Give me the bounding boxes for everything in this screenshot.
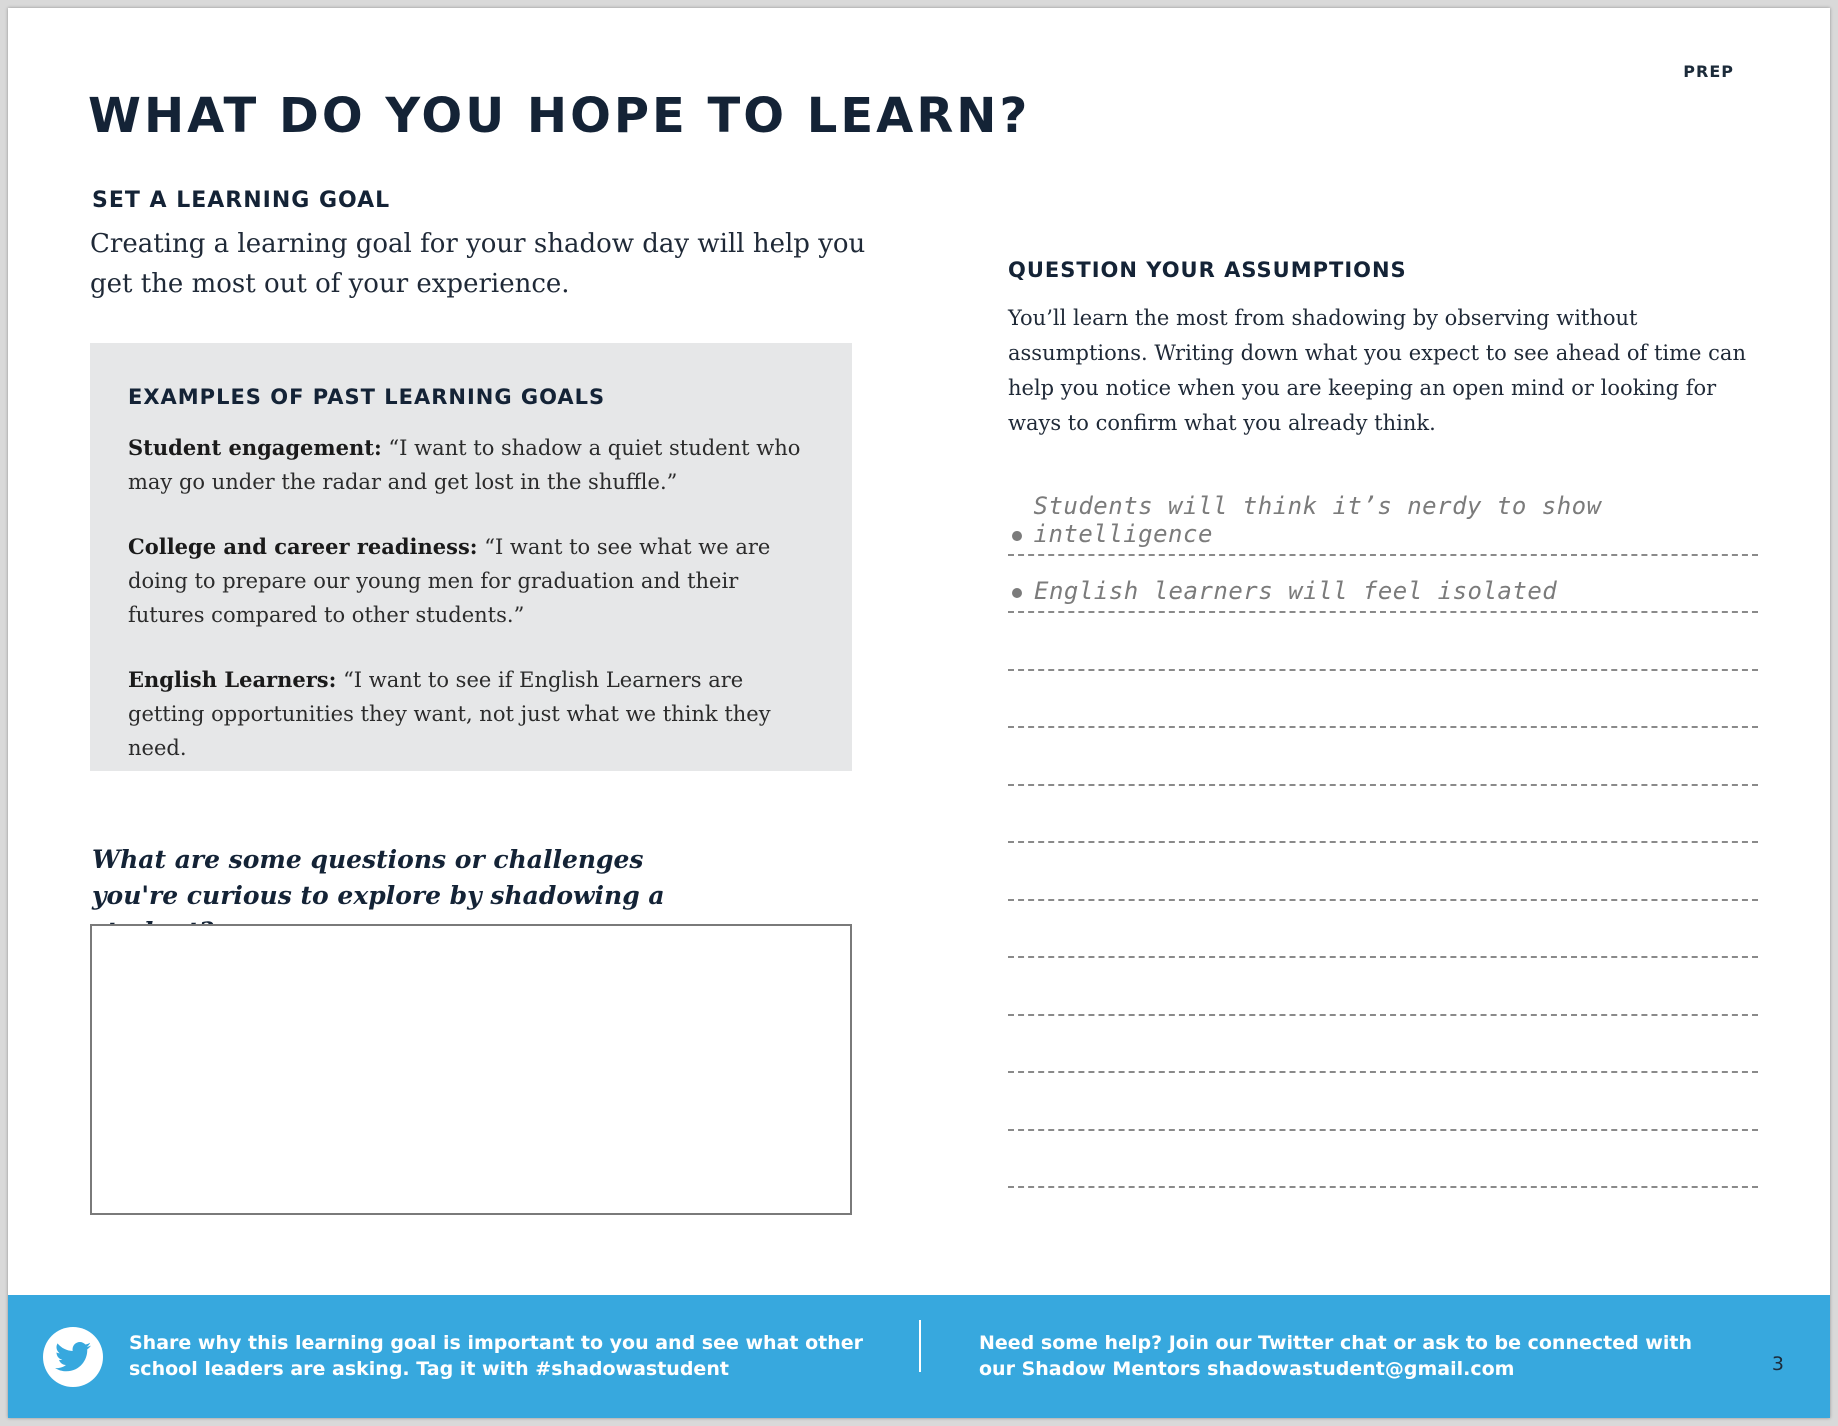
assumption-entry: Students will think it’s nerdy to show intelligence bbox=[1033, 491, 1602, 548]
assumption-line[interactable] bbox=[1008, 958, 1758, 1016]
example-label: Student engagement: bbox=[128, 435, 382, 460]
example-label: English Learners: bbox=[128, 667, 337, 692]
page-title: WHAT DO YOU HOPE TO LEARN? bbox=[88, 88, 1031, 144]
footer-banner bbox=[8, 1295, 1830, 1418]
assumption-line[interactable] bbox=[1008, 491, 1758, 556]
page-number: 3 bbox=[1771, 1353, 1784, 1375]
assumption-line[interactable] bbox=[1008, 843, 1758, 901]
assumption-line[interactable] bbox=[1008, 901, 1758, 959]
bullet-icon bbox=[1012, 531, 1022, 541]
example-text: “I want to see if English Learners are getting opportunities they want, not just what we think they need. bbox=[128, 668, 771, 760]
examples-box bbox=[90, 343, 852, 771]
assumptions-body: You’ll learn the most from shadowing by observing without assumptions. Writing down what you expect to see ahead of time can help you notice when you are keeping an open mind or looking for ways to confirm what you already think. bbox=[1008, 306, 1746, 435]
footer-divider bbox=[919, 1320, 921, 1372]
twitter-bird-icon bbox=[55, 1342, 91, 1372]
example-text: “I want to shadow a quiet student who may go under the radar and get lost in the shuffle.” bbox=[128, 436, 801, 494]
assumption-line[interactable] bbox=[1008, 728, 1758, 786]
assumption-line[interactable] bbox=[1008, 613, 1758, 671]
assumption-entry: English learners will feel isolated bbox=[1034, 577, 1558, 605]
assumption-line[interactable] bbox=[1008, 671, 1758, 729]
answer-box[interactable] bbox=[90, 924, 852, 1215]
prompt-question: What are some questions or challenges you're curious to explore by shadowing a bbox=[92, 845, 665, 910]
assumption-line[interactable] bbox=[1008, 1131, 1758, 1189]
example-item bbox=[128, 663, 814, 765]
footer-help-text: Need some help? Join our Twitter chat or ask to be connected with our Shadow Mentors shadowastudent@gmail.com bbox=[979, 1332, 1692, 1380]
assumptions-heading: QUESTION YOUR ASSUMPTIONS bbox=[1008, 258, 1407, 282]
examples-heading: EXAMPLES OF PAST LEARNING GOALS bbox=[128, 385, 606, 409]
learning-goal-intro: Creating a learning goal for your shadow day will help you get the most out of your experience. bbox=[90, 229, 866, 299]
bullet-icon bbox=[1012, 588, 1022, 598]
footer-share-text: Share why this learning goal is important to you and see what other school leaders are asking. Tag it with #shadowastudent bbox=[129, 1332, 864, 1380]
assumption-line[interactable] bbox=[1008, 1073, 1758, 1131]
learning-goal-heading: SET A LEARNING GOAL bbox=[92, 188, 391, 213]
worksheet-page bbox=[8, 8, 1830, 1418]
example-item bbox=[128, 530, 814, 632]
example-label: College and career readiness: bbox=[128, 534, 478, 559]
assumption-lines bbox=[1008, 491, 1758, 1188]
assumption-line[interactable] bbox=[1008, 1016, 1758, 1074]
example-item bbox=[128, 431, 814, 499]
twitter-icon[interactable] bbox=[43, 1327, 103, 1387]
assumption-line[interactable] bbox=[1008, 786, 1758, 844]
example-text: “I want to see what we are doing to prepare our young men for graduation and their futures compared to other students.” bbox=[128, 535, 771, 627]
section-tag: PREP bbox=[1683, 62, 1734, 81]
assumption-line[interactable] bbox=[1008, 556, 1758, 614]
